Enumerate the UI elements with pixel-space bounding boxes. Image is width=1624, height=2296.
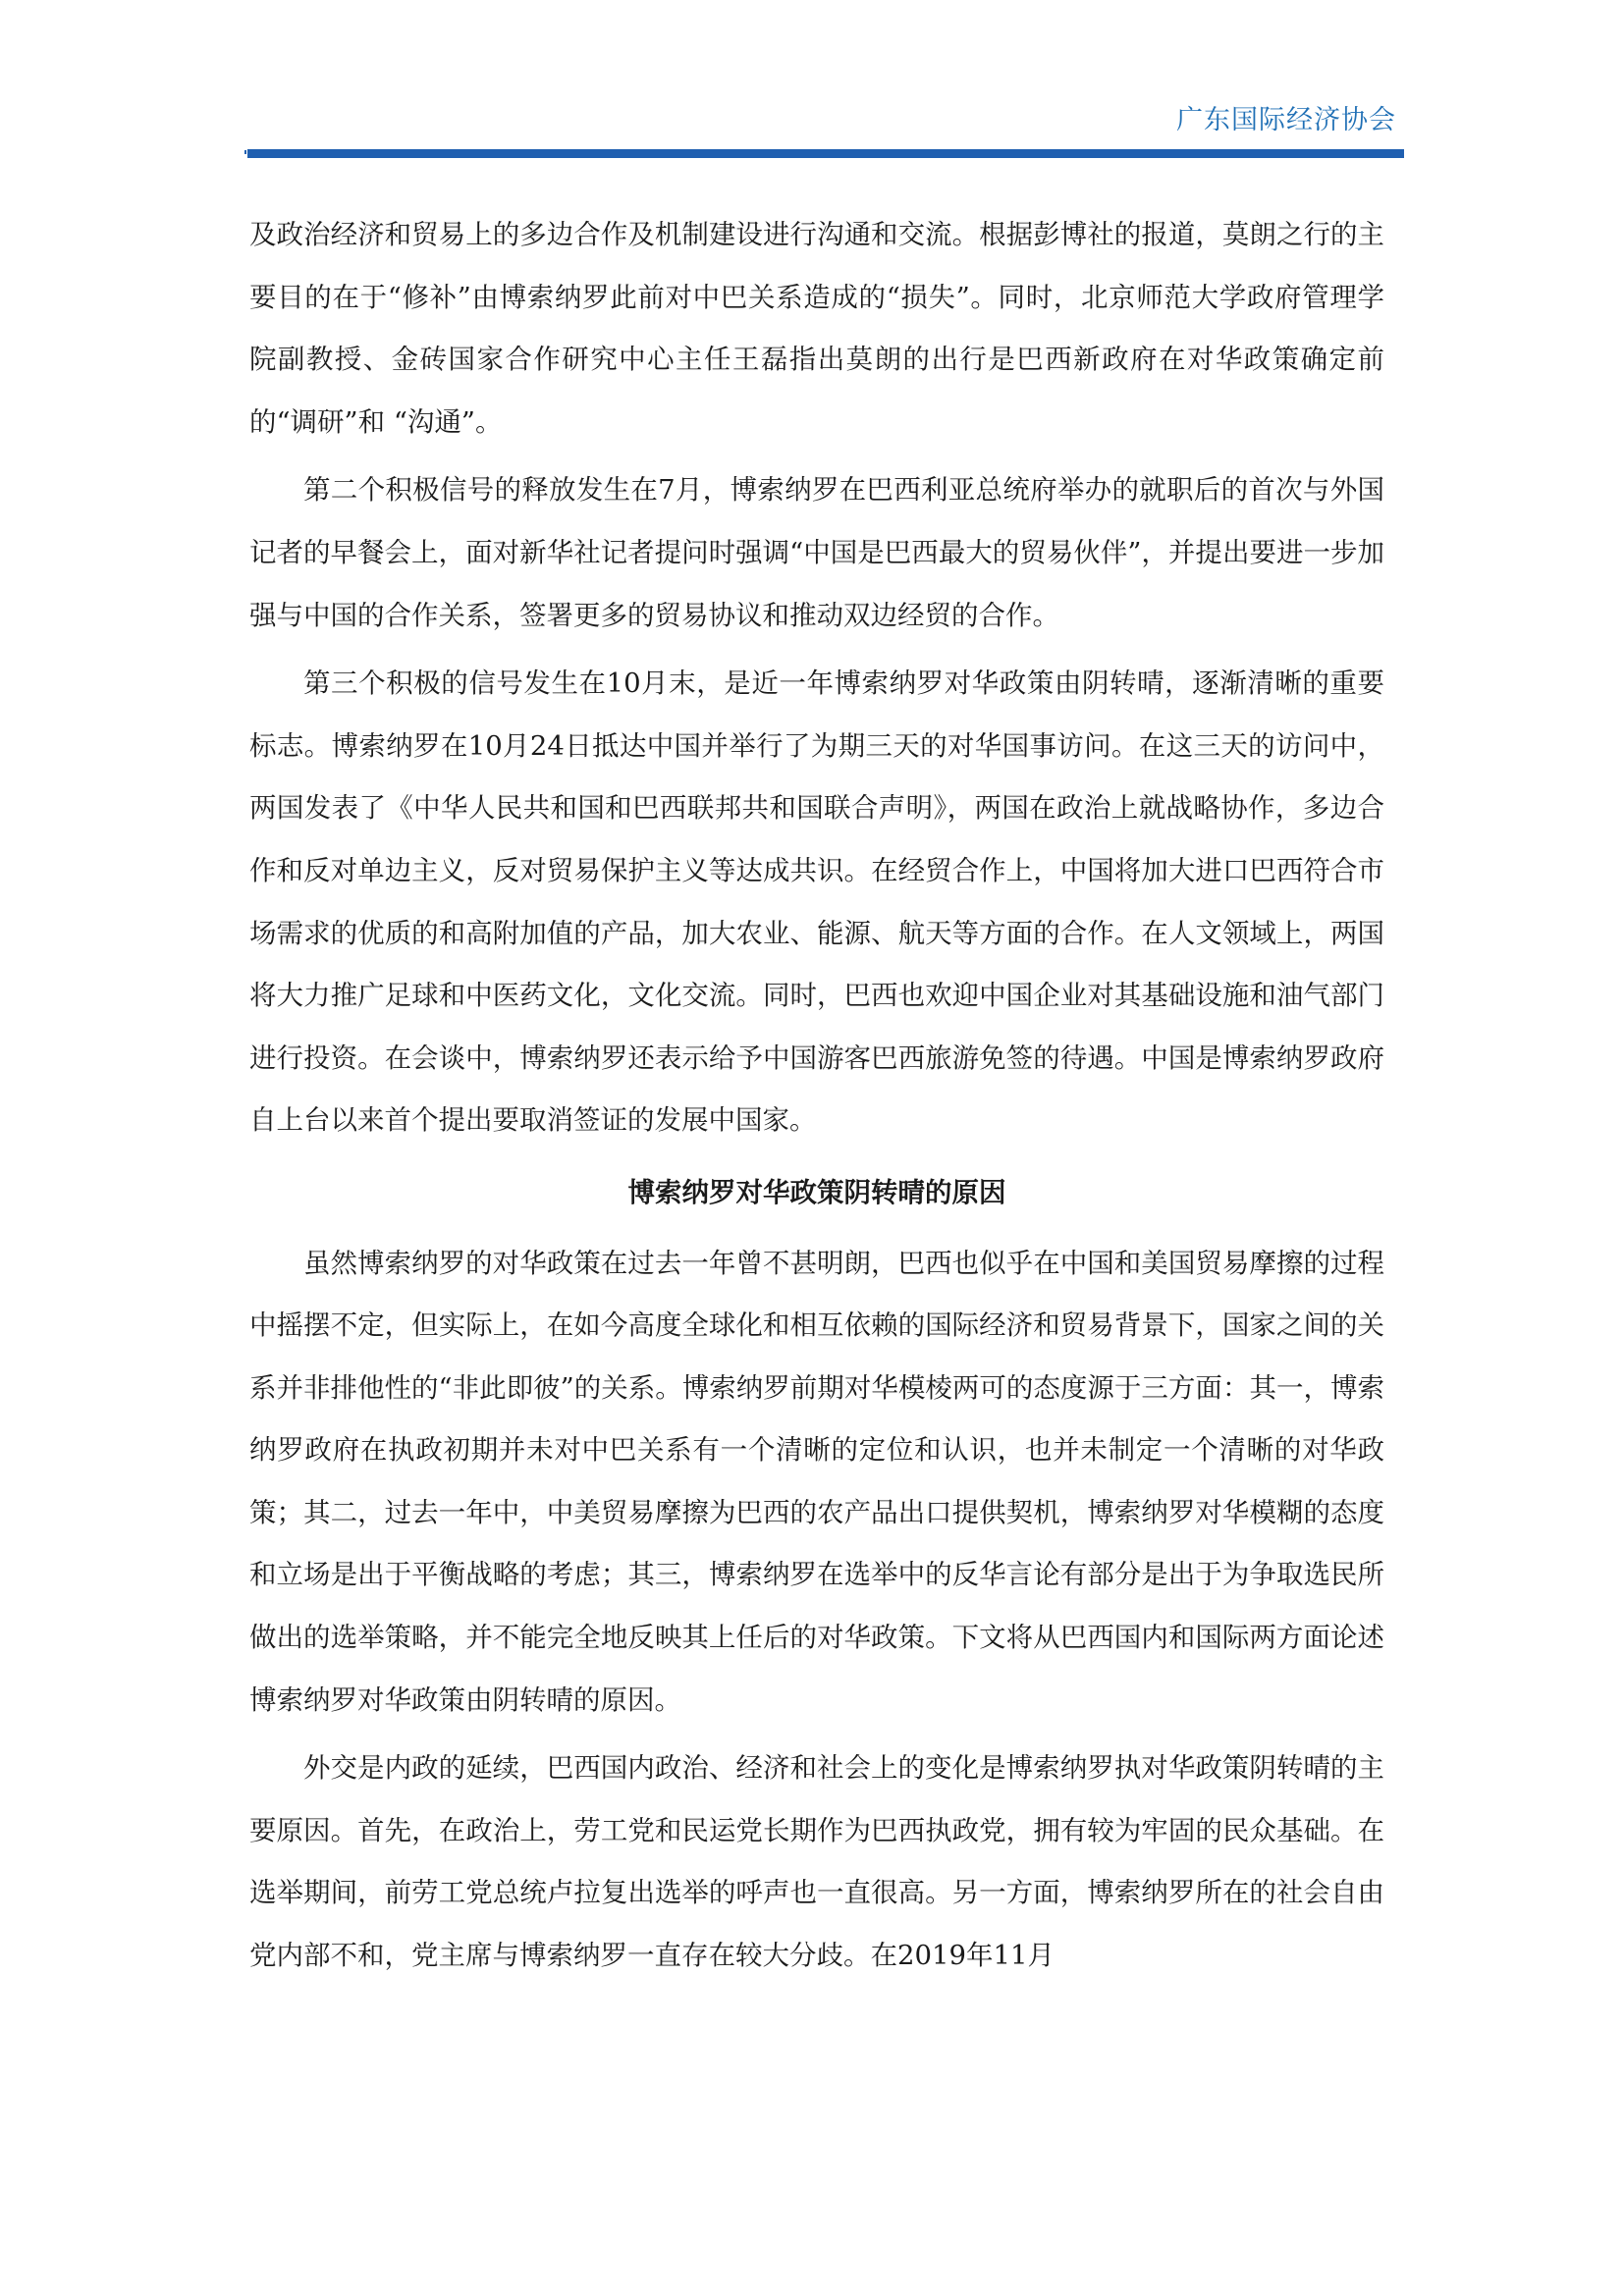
section-heading: 博索纳罗对华政策阴转晴的原因 (627, 1176, 1006, 1208)
paragraph-second-signal: 第二个积极信号的释放发生在7月，博索纳罗在巴西利亚总统府举办的就职后的首次与外国记者的早餐会上，面对新华社记者提问时强调“中国是巴西最大的贸易伙伴”，并提出要进一步加强与中国的合作关系，签署更多的贸易协议和推动双边经贸的合作。 (249, 474, 1384, 631)
paragraph-reasons: 虽然博索纳罗的对华政策在过去一年曾不甚明朗，巴西也似乎在中国和美国贸易摩擦的过程中摇摆不定，但实际上，在如今高度全球化和相互依赖的国际经济和贸易背景下，国家之间的关系并非排他性的“非此即彼”的关系。博索纳罗前期对华模棱两可的态度源于三方面：其一，博索纳罗政府在执政初期并未对中巴关系有一个清晰的定位和认识，也并未制定一个清晰的对华政策；其二，过去一年中，中美贸易摩擦为巴西的农产品出口提供契机，博索纳罗对华模糊的态度和立场是出于平衡战略的考虑；其三，博索纳罗在选举中的反华言论有部分是出于为争取选民所做出的选举策略，并不能完全地反映其上任后的对华政策。下文将从巴西国内和国际两方面论述博索纳罗对华政策由阴转晴的原因。 (249, 1247, 1384, 1716)
paragraph-domestic: 外交是内政的延续，巴西国内政治、经济和社会上的变化是博索纳罗执对华政策阴转晴的主要原因。首先，在政治上，劳工党和民运党长期作为巴西执政党，拥有较为牢固的民众基础。在选举期间，前劳工党总统卢拉复出选举的呼声也一直很高。另一方面，博索纳罗所在的社会自由党内部不和，党主席与博索纳罗一直存在较大分歧。在2019年11月 (249, 1752, 1384, 1972)
header-divider (247, 149, 1404, 158)
header-org-name: 广东国际经济协会 (1176, 105, 1396, 135)
paragraph-continued: 及政治经济和贸易上的多边合作及机制建设进行沟通和交流。根据彭博社的报道，莫朗之行的主要目的在于“修补”由博索纳罗此前对中巴关系造成的“损失”。同时，北京师范大学政府管理学院副教授、金砖国家合作研究中心主任王磊指出莫朗的出行是巴西新政府在对华政策确定前的“调研”和 “沟通”。 (249, 219, 1384, 438)
document-body (249, 204, 1384, 1988)
header-divider-tick (244, 150, 246, 154)
paragraph-third-signal: 第三个积极的信号发生在10月末，是近一年博索纳罗对华政策由阴转晴，逐渐清晰的重要标志。博索纳罗在10月24日抵达中国并举行了为期三天的对华国事访问。在这三天的访问中，两国发表了《中华人民共和国和巴西联邦共和国联合声明》，两国在政治上就战略协作，多边合作和反对单边主义，反对贸易保护主义等达成共识。在经贸合作上，中国将加大进口巴西符合市场需求的优质的和高附加值的产品，加大农业、能源、航天等方面的合作。在人文领域上，两国将大力推广足球和中医药文化，文化交流。同时，巴西也欢迎中国企业对其基础设施和油气部门进行投资。在会谈中，博索纳罗还表示给予中国游客巴西旅游免签的待遇。中国是博索纳罗政府自上台以来首个提出要取消签证的发展中国家。 (249, 667, 1384, 1137)
